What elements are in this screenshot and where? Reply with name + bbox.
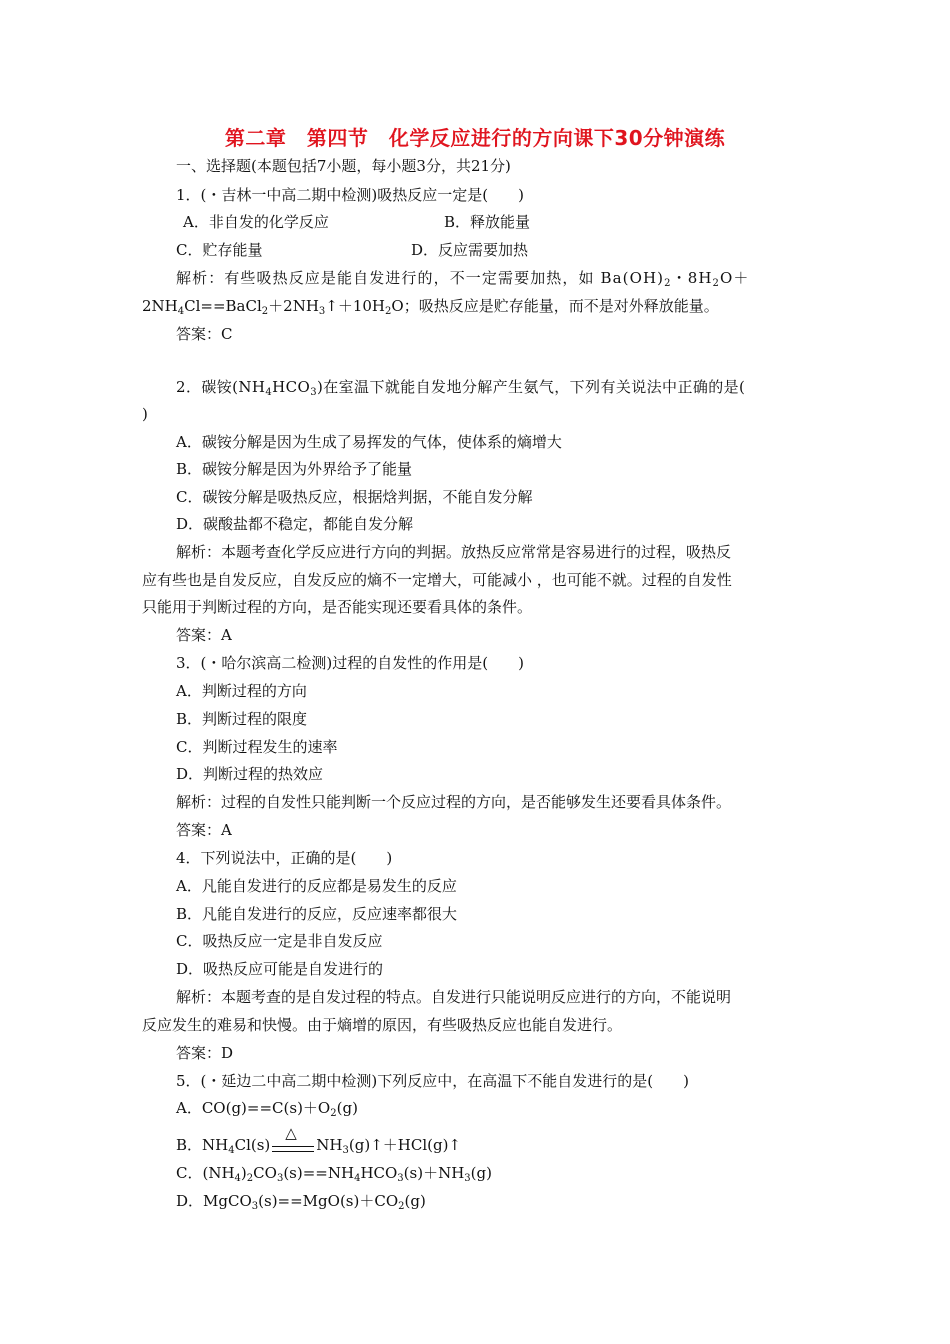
q4-option-d: D．吸热反应可能是自发进行的: [176, 960, 384, 978]
q1-option-c: C．贮存能量: [176, 241, 263, 259]
q5-option-d: D．$MgCO_3(s)==MgO(s)+CO_2(g)$: [176, 1192, 426, 1212]
q1-answer: 答案：C: [176, 325, 233, 343]
question-4-stem: 4．下列说法中，正确的是( ): [176, 849, 393, 867]
q2-option-d: D．碳酸盐都不稳定，都能自发分解: [176, 515, 414, 533]
q5-option-a: A．$CO(g)==C(s)+O_2(g)$: [176, 1099, 358, 1119]
q1-explanation-line-2: $2NH_4Cl==BaCl_2+2NH_3↑+10H_2O$；吸热反应是贮存能量，而不是对外释放能量。: [142, 297, 719, 317]
q3-explanation: 解析：过程的自发性只能判断一个反应过程的方向，是否能够发生还要看具体条件。: [176, 793, 732, 811]
question-5-stem: 5．(・延边二中高二期中检测)下列反应中，在高温下不能自发进行的是( ): [176, 1072, 689, 1090]
question-2-stem-cont: ): [142, 405, 148, 423]
question-1-stem: 1．(・吉林一中高二期中检测)吸热反应一定是( ): [176, 186, 524, 204]
q2-option-c: C．碳铵分解是吸热反应，根据焓判据，不能自发分解: [176, 488, 533, 506]
section-heading: 一、选择题(本题包括7小题，每小题3分，共21分): [176, 157, 511, 175]
q1-option-a: A．非自发的化学反应: [183, 213, 329, 231]
q3-option-d: D．判断过程的热效应: [176, 765, 324, 783]
q4-option-b: B．凡能自发进行的反应，反应速率都很大: [176, 905, 458, 923]
q3-option-c: C．判断过程发生的速率: [176, 738, 338, 756]
q4-option-c: C．吸热反应一定是非自发反应: [176, 932, 383, 950]
q1-explanation-line-1: 解析：有些吸热反应是能自发进行的，不一定需要加热，如 $Ba(OH)_2$・$8H_2O+$: [176, 269, 750, 289]
q5-option-c: C．$(NH_4)_2CO_3(s)==NH_4HCO_3(s)+NH_3(g)$: [176, 1164, 492, 1184]
q2-explanation-line-1: 解析：本题考查化学反应进行方向的判据。放热反应常常是容易进行的过程，吸热反: [176, 543, 732, 561]
question-3-stem: 3．(・哈尔滨高二检测)过程的自发性的作用是( ): [176, 654, 524, 672]
q5-option-b: B．$NH_4Cl(s)$ △ $NH_3(g)↑+HCl(g)↑$: [176, 1124, 461, 1156]
q3-option-a: A．判断过程的方向: [176, 682, 307, 700]
q1-option-b: B．释放能量: [444, 213, 531, 231]
q4-explanation-line-1: 解析：本题考查的是自发过程的特点。自发进行只能说明反应进行的方向，不能说明: [176, 988, 732, 1006]
q2-option-a: A．碳铵分解是因为生成了易挥发的气体，使体系的熵增大: [176, 433, 562, 451]
question-2-stem: 2．碳铵$(NH_4HCO_3)$在室温下就能自发地分解产生氨气，下列有关说法中正确的是(: [176, 378, 746, 398]
q1-option-d: D．反应需要加热: [411, 241, 529, 259]
q4-explanation-line-2: 反应发生的难易和快慢。由于熵增的原因，有些吸热反应也能自发进行。: [142, 1016, 623, 1034]
q2-option-b: B．碳铵分解是因为外界给予了能量: [176, 460, 413, 478]
q2-explanation-line-2: 应有些也是自发反应，自发反应的熵不一定增大，可能减小 ，也可能不就。过程的自发性: [142, 571, 732, 589]
q2-explanation-line-3: 只能用于判断过程的方向，是否能实现还要看具体的条件。: [142, 598, 533, 616]
q4-option-a: A．凡能自发进行的反应都是易发生的反应: [176, 877, 457, 895]
q3-option-b: B．判断过程的限度: [176, 710, 308, 728]
q2-answer: 答案：A: [176, 626, 232, 644]
page-title: 第二章 第四节 化学反应进行的方向课下30分钟演练: [224, 126, 726, 150]
heating-condition-sign: △: [270, 1135, 316, 1155]
q4-answer: 答案：D: [176, 1044, 234, 1062]
q3-answer: 答案：A: [176, 821, 232, 839]
